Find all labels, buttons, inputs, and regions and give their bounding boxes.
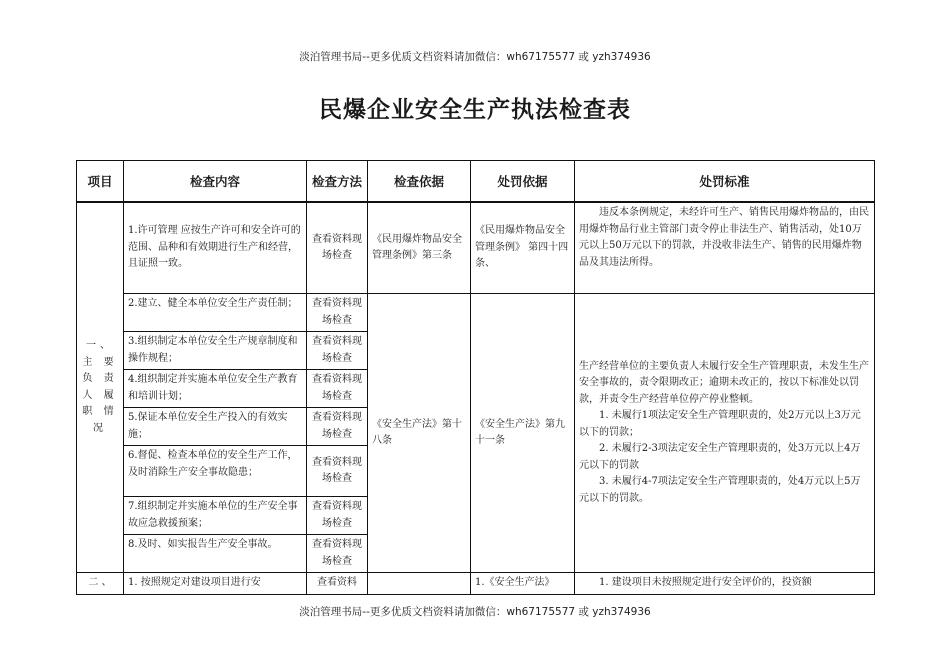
header-check-basis: 检查依据 xyxy=(368,161,471,203)
category-line: 职 情 xyxy=(82,406,118,417)
penalty-standard-item: 2. 未履行2-3项法定安全生产管理职责的，处3万元以上4万元以下的罚款 xyxy=(579,443,861,471)
check-content-cell: 2.建立、健全本单位安全生产责任制； xyxy=(124,294,307,332)
check-content-cell: 7.组织制定并实施本单位的生产安全事故应急救援预案； xyxy=(124,497,307,535)
penalty-standard-cell: 1. 建设项目未按照规定进行安全评价的，投资额 xyxy=(575,573,875,595)
check-method-cell: 查看资料现场检查 xyxy=(307,408,368,446)
check-content-cell: 3.组织制定本单位安全生产规章制度和操作规程； xyxy=(124,332,307,370)
category-cell xyxy=(77,202,124,573)
category-line: 主 要 xyxy=(82,356,118,368)
category-line: 人 履 xyxy=(82,389,118,401)
inspection-table xyxy=(76,160,875,595)
check-content-cell: 4.组织制定并实施本单位安全生产教育和培训计划； xyxy=(124,370,307,408)
penalty-basis-cell: 1.《安全生产法》 xyxy=(471,573,575,595)
table-row xyxy=(77,202,875,294)
penalty-standard-cell: 违反本条例规定，未经许可生产、销售民用爆炸物品的，由民用爆炸物品行业主管部门责令停止非法生产、销售活动，处10万元以上50万元以下的罚款，并没收非法生产、销售的民用爆炸物品及其违法所得。 xyxy=(575,202,875,294)
footer-watermark: 淡泊管理书局--更多优质文档资料请加微信：wh67175577 或 yzh374936 xyxy=(299,606,651,618)
check-content-cell: 8.及时、如实报告生产安全事故。 xyxy=(124,535,307,573)
table-header-row xyxy=(77,161,875,203)
penalty-basis-cell: 《民用爆炸物品安全管理条例》 第四十四条、 xyxy=(471,202,575,294)
header-penalty-basis: 处罚依据 xyxy=(471,161,575,203)
check-basis-cell xyxy=(368,573,471,595)
check-content-cell: 5.保证本单位安全生产投入的有效实施； xyxy=(124,408,307,446)
check-method-cell: 查看资料现场检查 xyxy=(307,535,368,573)
category-line: 负 责 xyxy=(82,373,118,384)
document-title: 民爆企业安全生产执法检查表 xyxy=(319,97,631,123)
check-method-cell: 查看资料现场检查 xyxy=(307,370,368,408)
header-penalty-standard: 处罚标准 xyxy=(575,161,875,203)
category-line: 一、 xyxy=(86,340,114,351)
penalty-standard-item: 3. 未履行4-7项法定安全生产管理职责的，处4万元以上5万元以下的罚款。 xyxy=(579,476,861,504)
header-check-content: 检查内容 xyxy=(124,161,307,203)
table-row xyxy=(77,573,875,595)
penalty-standard-cell xyxy=(575,294,875,573)
check-method-cell: 查看资料现场检查 xyxy=(307,332,368,370)
header-project: 项目 xyxy=(77,161,124,203)
check-method-cell: 查看资料现场检查 xyxy=(307,294,368,332)
check-method-cell: 查看资料现场检查 xyxy=(307,202,368,294)
category-cell: 二 、 xyxy=(77,573,124,595)
check-content-cell: 1.许可管理 应按生产许可和安全许可的范围、品种和有效期进行生产和经营，且证照一致。 xyxy=(124,202,307,294)
penalty-standard-item: 1. 未履行1项法定安全生产管理职责的，处2万元以上3万元以下的罚款； xyxy=(579,410,861,438)
category-line: 况 xyxy=(93,422,107,434)
header-watermark: 淡泊管理书局--更多优质文档资料请加微信：wh67175577 或 yzh374936 xyxy=(299,51,651,63)
check-basis-cell: 《安全生产法》第十八条 xyxy=(368,294,471,573)
check-method-cell: 查看资料现场检查 xyxy=(307,497,368,535)
table-row xyxy=(77,294,875,332)
penalty-basis-cell: 《安全生产法》第九十一条 xyxy=(471,294,575,573)
check-basis-cell: 《民用爆炸物品安全管理条例》第三条 xyxy=(368,202,471,294)
penalty-standard-intro: 生产经营单位的主要负责人未履行安全生产管理职责，未发生生产安全事故的，责令限期改正；逾期未改正的，按以下标准处以罚款，并责令生产经营单位停产停业整顿。 xyxy=(579,360,869,405)
header-check-method: 检查方法 xyxy=(307,161,368,203)
check-method-cell: 查看资料现场检查 xyxy=(307,446,368,497)
check-content-cell: 1. 按照规定对建设项目进行安 xyxy=(124,573,307,595)
check-content-cell: 6.督促、检查本单位的安全生产工作，及时消除生产安全事故隐患； xyxy=(124,446,307,497)
check-method-cell: 查看资料 xyxy=(307,573,368,595)
